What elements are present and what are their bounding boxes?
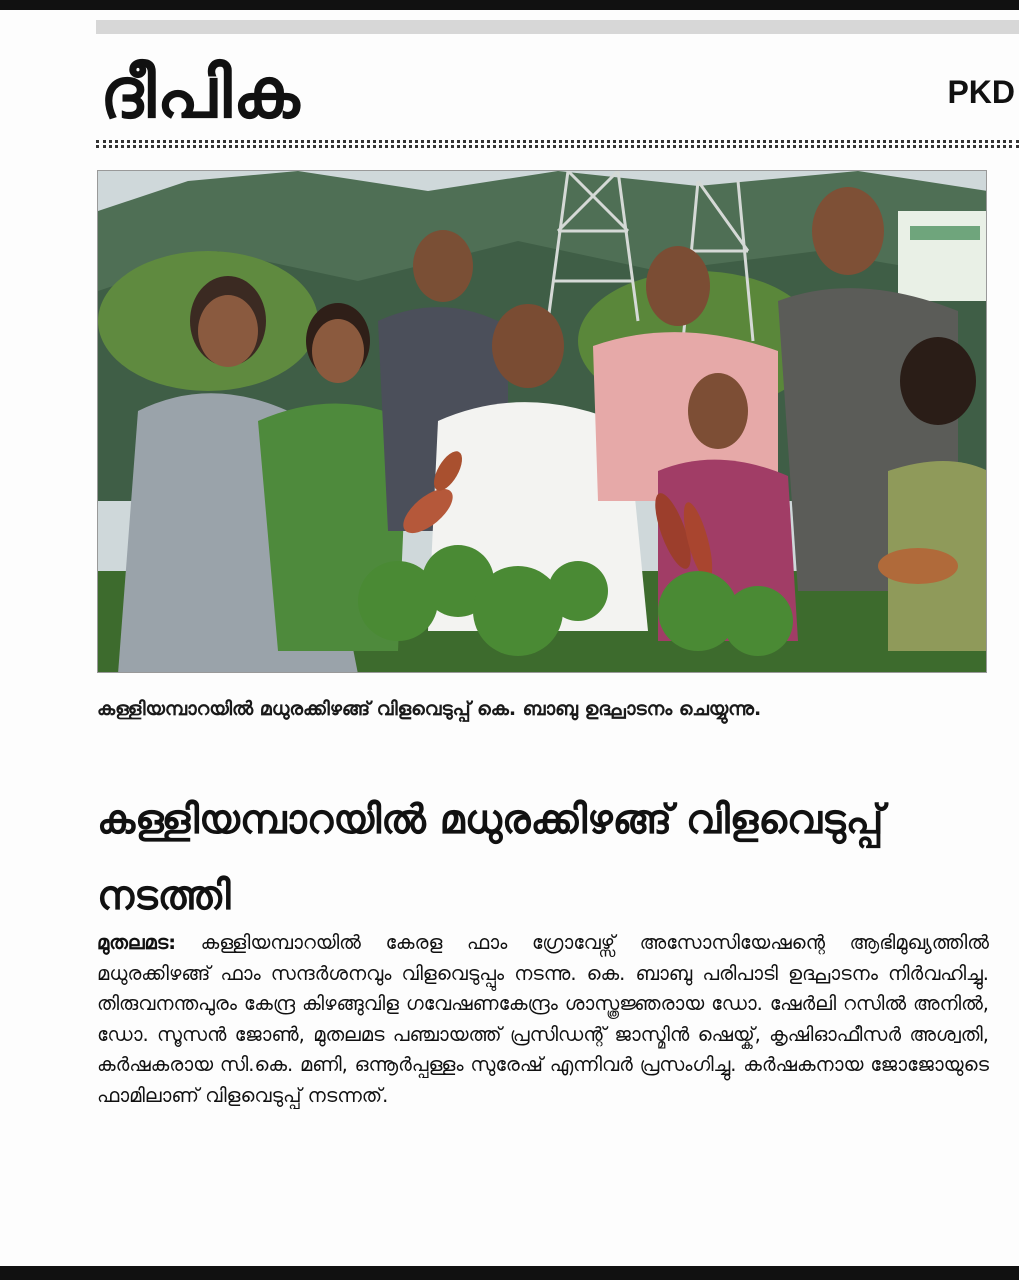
edition-code: PKD bbox=[947, 74, 1015, 110]
masthead-logo: ദീപിക bbox=[100, 52, 301, 134]
header-band bbox=[96, 20, 1019, 34]
article-body-text: കള്ളിയമ്പാറയിൽ കേരള ഫാം ഗ്രോവേഴ്സ് അസോസിയേഷന്റെ ആഭിമുഖ്യത്തിൽ മധുരക്കിഴങ്ങ് ഫാം സന്ദർശനവും വിളവെടുപ്പും നടന്നു. കെ. ബാബു പരിപാടി ഉദ്ഘാടനം നിർവഹിച്ചു. തിരുവനന്തപുരം കേന്ദ്ര കിഴങ്ങുവിള ഗവേഷണകേന്ദ്രം ശാസ്ത്രജ്ഞരായ ഡോ. ഷേർലി റസിൽ അനിൽ, ഡോ. സൂസൻ ജോൺ, മുതലമട പഞ്ചായത്ത് പ്രസിഡന്റ് ജാസ്മിൻ ഷെയ്ക്, കൃഷിഓഫീസർ അശ്വതി, കർഷകരായ സി.കെ. മണി, ഒന്നൂർപ്പള്ളം സുരേഷ് എന്നിവർ പ്രസംഗിച്ചു. കർഷകനായ ജോജോയുടെ ഫാമിലാണ് വിളവെടുപ്പ് നടന്നത്. bbox=[97, 931, 989, 1107]
article-headline: കള്ളിയമ്പാറയിൽ മധുരക്കിഴങ്ങ് വിളവെടുപ്പ് നടത്തി bbox=[97, 797, 884, 919]
top-border bbox=[0, 0, 1019, 10]
news-photo bbox=[97, 170, 987, 673]
bottom-border bbox=[0, 1266, 1019, 1280]
photo-caption: കള്ളിയമ്പാറയിൽ മധുരക്കിഴങ്ങ് വിളവെടുപ്പ് കെ. ബാബു ഉദ്ഘാടനം ചെയ്യുന്നു. bbox=[97, 698, 762, 720]
article-dateline: മുതലമട: bbox=[97, 931, 177, 954]
harvest-photo-illustration bbox=[98, 171, 987, 673]
masthead-divider bbox=[96, 140, 1019, 148]
article-body bbox=[97, 928, 989, 1112]
